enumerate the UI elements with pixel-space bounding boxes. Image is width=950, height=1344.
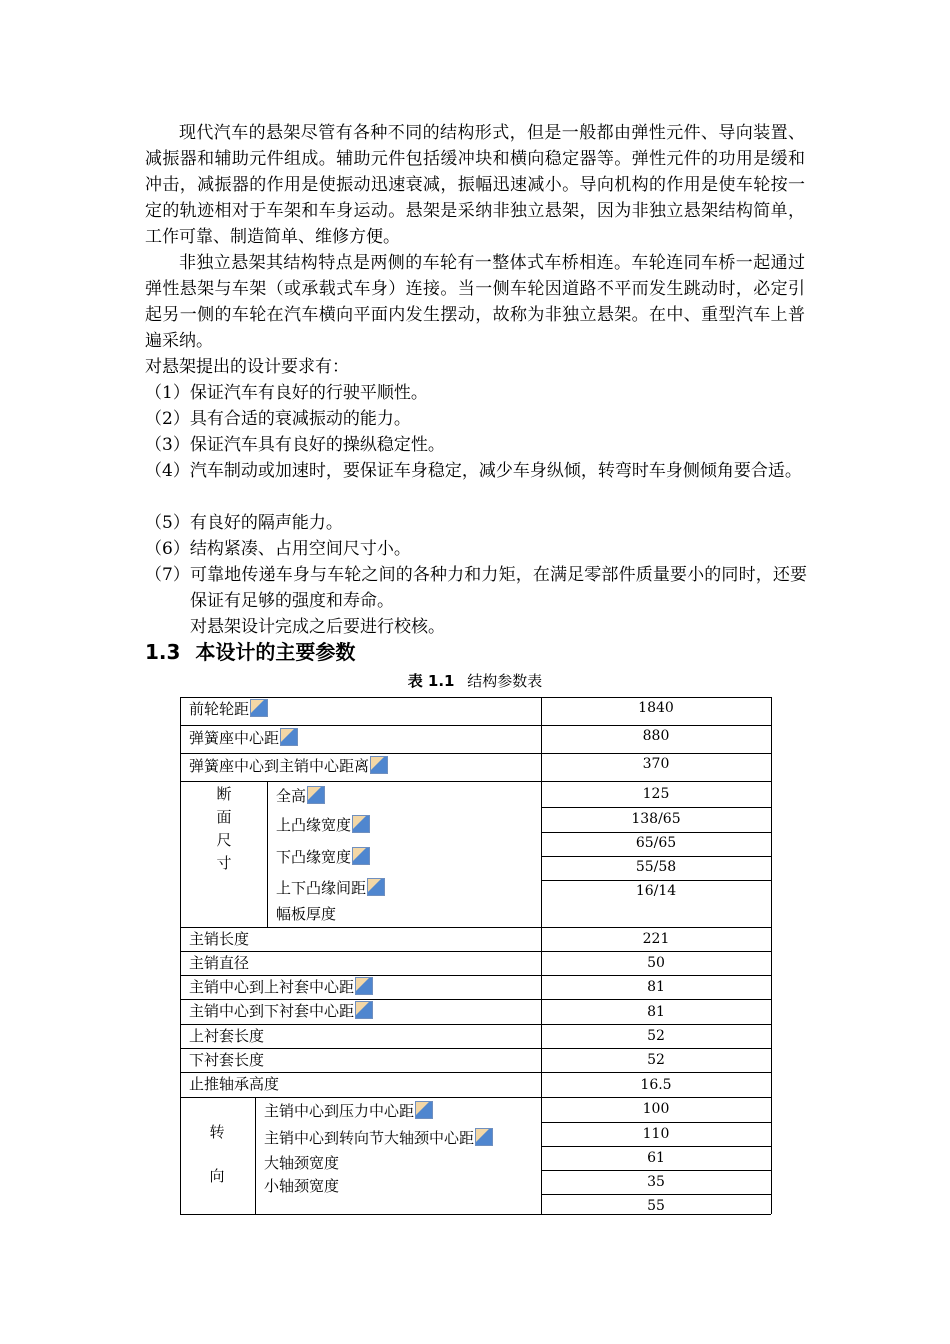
image-placeholder-icon	[475, 1128, 493, 1146]
image-placeholder-icon	[307, 786, 325, 804]
section-value-4: 55/58	[635, 859, 677, 875]
section-number: 1.3	[145, 640, 181, 664]
row-value-spring-seat-distance: 880	[642, 728, 670, 744]
row-label-kingpin-diameter: 主销直径	[189, 954, 250, 972]
steer-value-3: 61	[647, 1150, 665, 1166]
section-label-upper-flange: 上凸缘宽度	[276, 815, 370, 835]
row-value-front-track: 1840	[638, 700, 674, 716]
section-label-web-thickness: 幅板厚度	[276, 905, 337, 923]
image-placeholder-icon	[352, 847, 370, 865]
requirement-5: （5）有良好的隔声能力。	[145, 513, 343, 533]
image-placeholder-icon	[367, 878, 385, 896]
row-value-thrust-bearing-height: 16.5	[640, 1077, 672, 1093]
steer-label-large-journal-center: 主销中心到转向节大轴颈中心距	[264, 1128, 493, 1148]
requirements-intro: 对悬架提出的设计要求有：	[145, 357, 349, 377]
group-char-1: 断	[216, 785, 232, 803]
section-label-total-height: 全高	[276, 786, 325, 806]
steer-char-2: 向	[209, 1167, 225, 1185]
section-title: 本设计的主要参数	[195, 640, 356, 664]
steer-label-pressure-center: 主销中心到压力中心距	[264, 1101, 433, 1121]
group-char-4: 寸	[216, 854, 232, 872]
row-label-lower-bushing-distance: 主销中心到下衬套中心距	[189, 1001, 373, 1021]
image-placeholder-icon	[355, 977, 373, 995]
steer-value-4: 35	[647, 1174, 665, 1190]
row-label-thrust-bearing-height: 止推轴承高度	[189, 1075, 280, 1093]
table-caption-text: 结构参数表	[467, 672, 543, 690]
design-check-note: 对悬架设计完成之后要进行校核。	[190, 617, 445, 637]
image-placeholder-icon	[370, 756, 388, 774]
section-label-flange-spacing: 上下凸缘间距	[276, 878, 385, 898]
image-placeholder-icon	[415, 1101, 433, 1119]
image-placeholder-icon	[355, 1001, 373, 1019]
row-value-kingpin-length: 221	[642, 931, 670, 947]
table-caption	[0, 670, 950, 692]
row-label-spring-seat-distance: 弹簧座中心距	[189, 728, 298, 748]
image-placeholder-icon	[280, 728, 298, 746]
row-label-lower-bushing-length: 下衬套长度	[189, 1051, 265, 1069]
requirement-7-number: （7）	[145, 565, 190, 585]
requirement-4: （4）汽车制动或加速时，要保证车身稳定，减少车身纵倾，转弯时车身侧倾角要合适。	[145, 461, 802, 481]
row-label-seat-to-kingpin: 弹簧座中心到主销中心距离	[189, 756, 388, 776]
requirement-7: 可靠地传递车身与车轮之间的各种力和力矩，在满足零部件质量要小的同时，还要保证有足够的强度和寿命。	[190, 565, 807, 611]
paragraph-suspension-intro: 现代汽车的悬架尽管有各种不同的结构形式，但是一般都由弹性元件、导向装置、减振器和辅助元件组成。辅助元件包括缓冲块和横向稳定器等。弹性元件的功用是缓和冲击，减振器的作用是使振动迅速衰减，振幅迅速减小。导向机构的作用是使车轮按一定的轨迹相对于车架和车身运动。悬架是采纳非独立悬架，因为非独立悬架结构简单，工作可靠、制造简单、维修方便。	[145, 123, 805, 247]
requirement-2: （2）具有合适的衰减振动的能力。	[145, 409, 411, 429]
requirement-6: （6）结构紧凑、占用空间尺寸小。	[145, 539, 411, 559]
paragraph-non-independent: 非独立悬架其结构特点是两侧的车轮有一整体式车桥相连。车轮连同车桥一起通过弹性悬架与车架（或承载式车身）连接。当一侧车轮因道路不平而发生跳动时，必定引起另一侧的车轮在汽车横向平面内发生摆动，故称为非独立悬架。在中、重型汽车上普遍采纳。	[145, 253, 805, 351]
requirement-1: （1）保证汽车有良好的行驶平顺性。	[145, 383, 428, 403]
section-heading	[145, 638, 355, 666]
section-value-1: 125	[642, 786, 670, 802]
group-char-2: 面	[216, 808, 232, 826]
row-label-kingpin-length: 主销长度	[189, 930, 250, 948]
section-label-lower-flange: 下凸缘宽度	[276, 847, 370, 867]
section-value-2: 138/65	[631, 811, 681, 827]
requirement-3: （3）保证汽车具有良好的操纵稳定性。	[145, 435, 445, 455]
steer-value-2: 110	[642, 1126, 670, 1142]
steer-label-large-journal-width: 大轴颈宽度	[264, 1154, 340, 1172]
row-value-lower-bushing-length: 52	[647, 1052, 665, 1068]
row-value-kingpin-diameter: 50	[647, 955, 665, 971]
image-placeholder-icon	[352, 815, 370, 833]
row-value-seat-to-kingpin: 370	[642, 756, 670, 772]
row-value-lower-bushing-distance: 81	[647, 1004, 665, 1020]
steer-char-1: 转	[209, 1123, 225, 1141]
steer-value-1: 100	[642, 1101, 670, 1117]
table-caption-label: 表 1.1	[407, 672, 455, 690]
steer-value-5: 55	[647, 1198, 665, 1214]
row-label-upper-bushing-length: 上衬套长度	[189, 1027, 265, 1045]
row-value-upper-bushing-distance: 81	[647, 979, 665, 995]
row-value-upper-bushing-length: 52	[647, 1028, 665, 1044]
row-label-upper-bushing-distance: 主销中心到上衬套中心距	[189, 977, 373, 997]
group-char-3: 尺	[216, 831, 232, 849]
section-value-3: 65/65	[635, 835, 677, 851]
image-placeholder-icon	[250, 699, 268, 717]
section-value-5: 16/14	[635, 883, 677, 899]
row-label-front-track: 前轮轮距	[189, 699, 268, 719]
steer-label-small-journal-width: 小轴颈宽度	[264, 1177, 340, 1195]
